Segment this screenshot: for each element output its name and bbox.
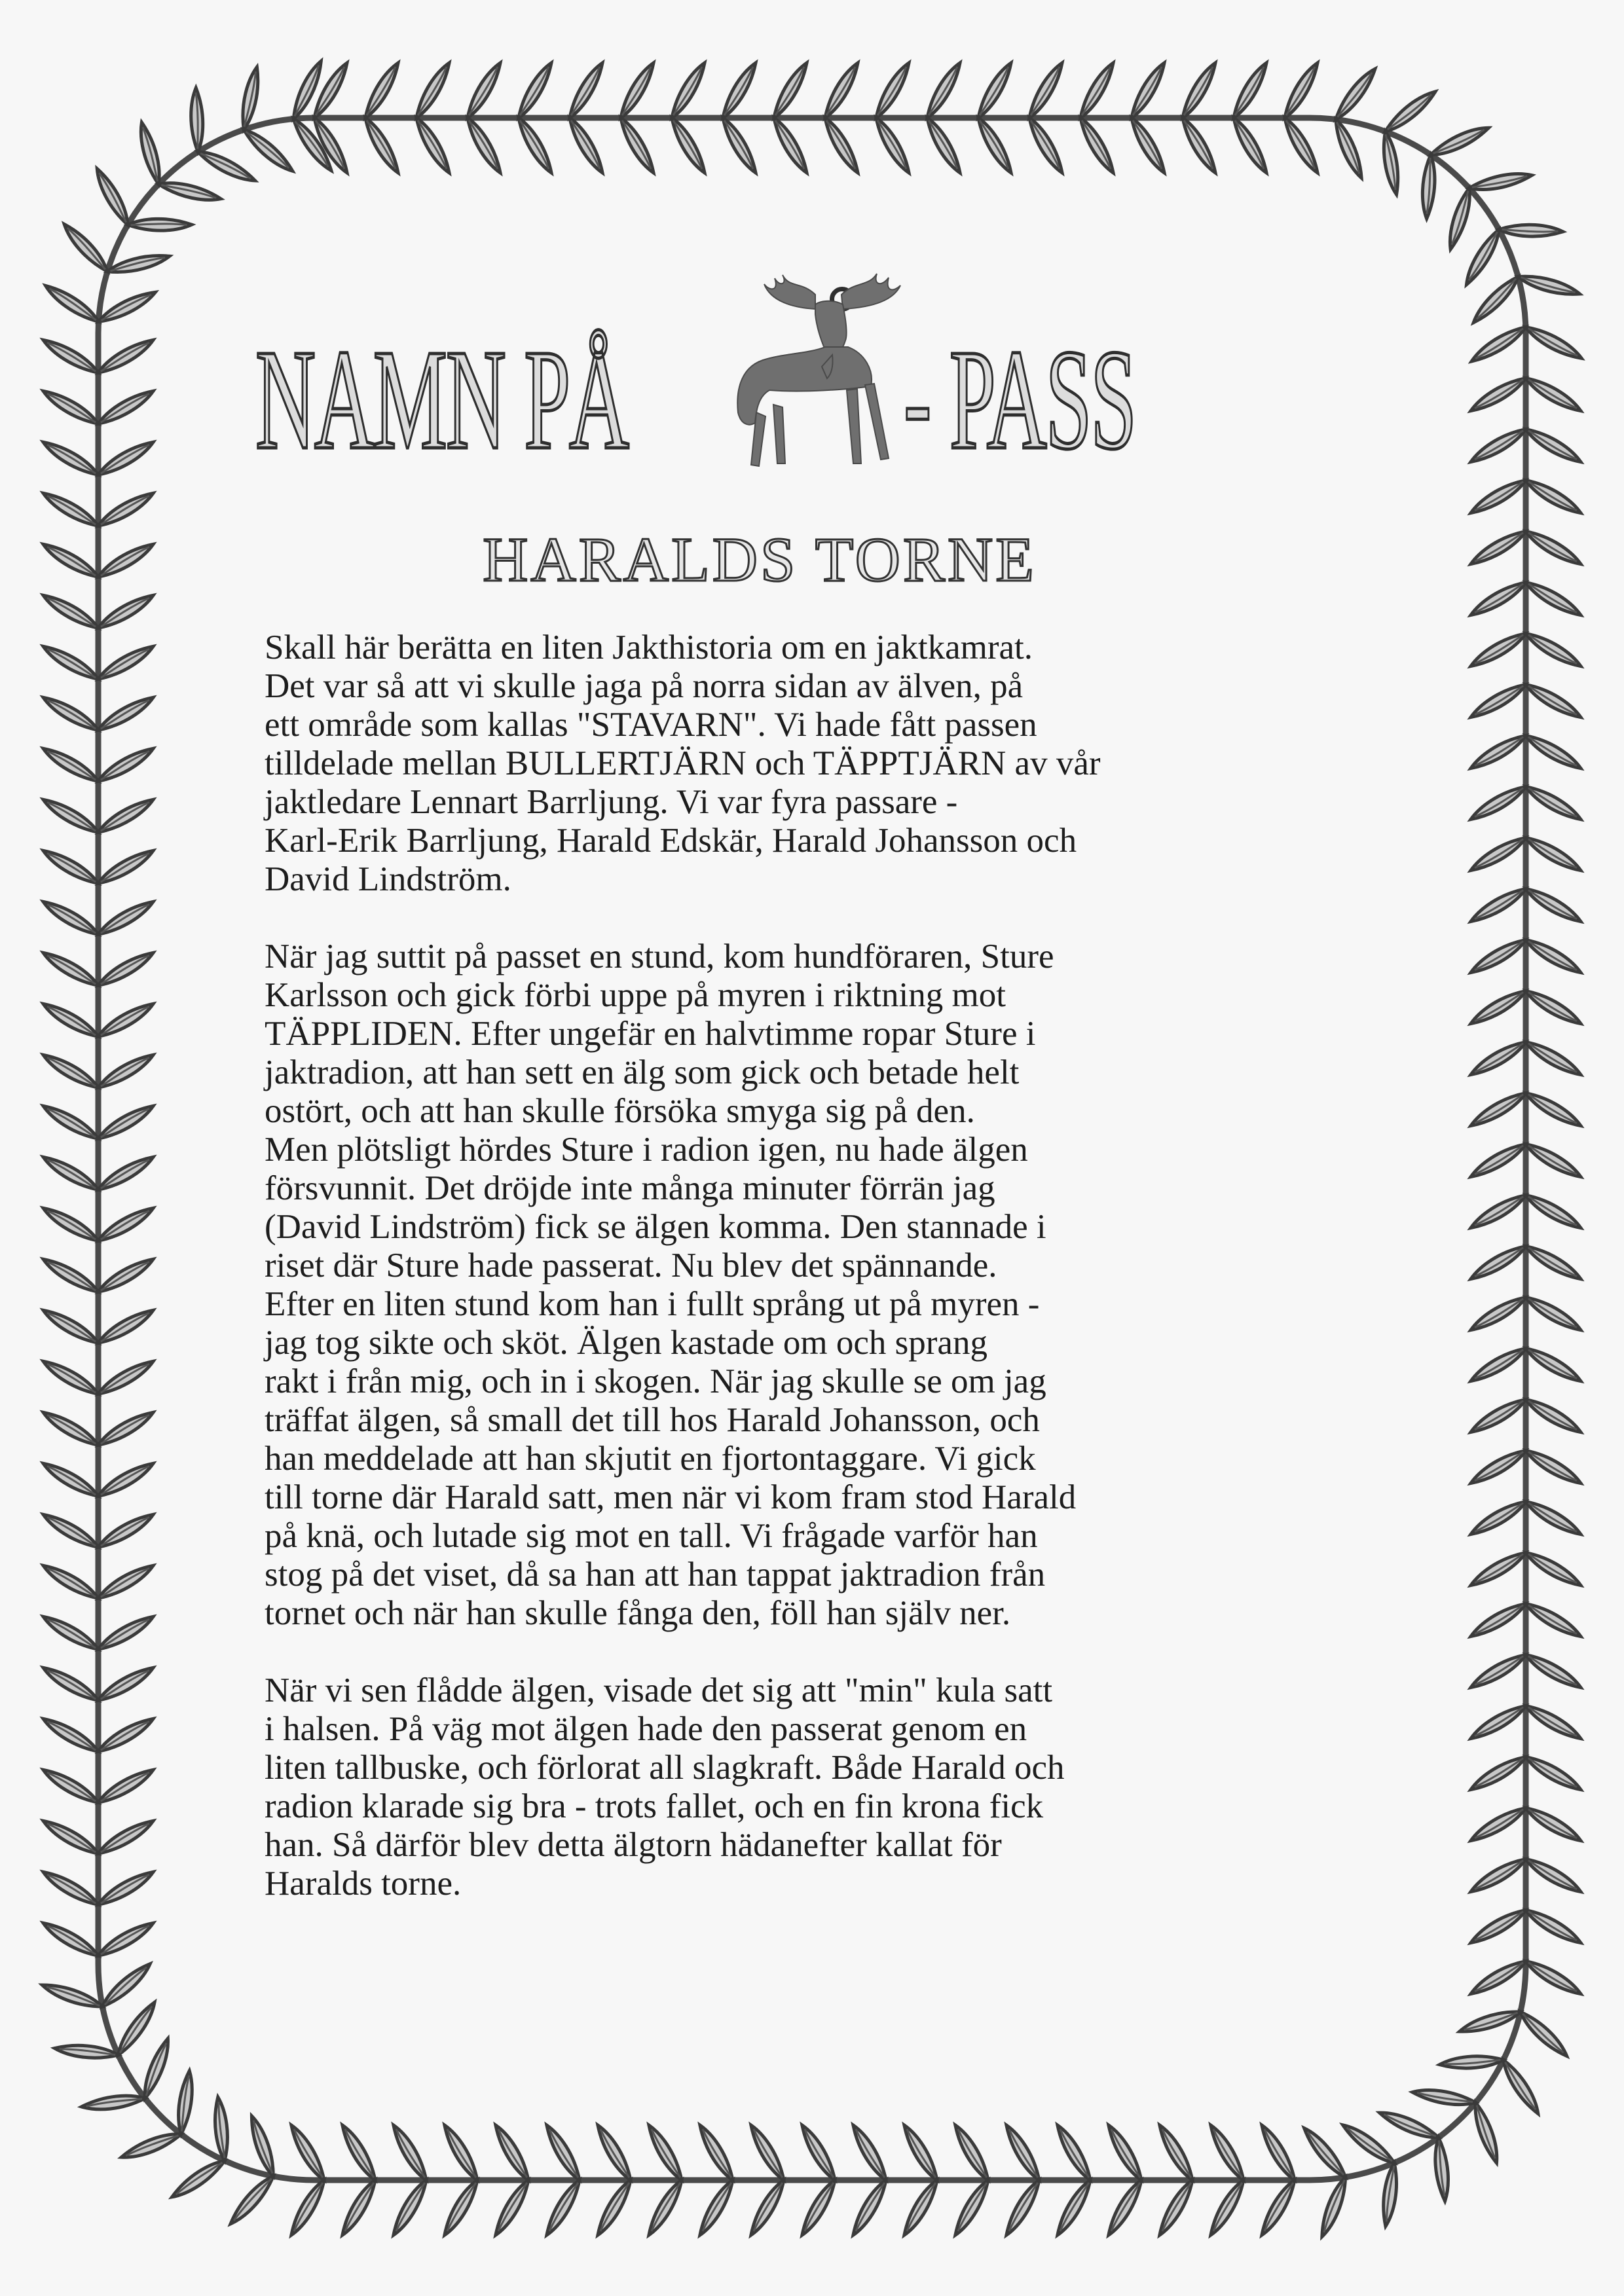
story-line: liten tallbuske, och förlorat all slagkraft. Både Harald och [265, 1749, 1065, 1787]
story-line: ostört, och att han skulle försöka smyga sig på den. [265, 1092, 975, 1130]
story-line: Men plötsligt hördes Sture i radion igen, nu hade älgen [265, 1131, 1028, 1169]
story-line: Efter en liten stund kom han i fullt språng ut på myren - [265, 1285, 1040, 1323]
story-line: riset där Sture hade passerat. Nu blev det spännande. [265, 1247, 997, 1285]
story-paragraph [265, 938, 1260, 1633]
story-line: TÄPPLIDEN. Efter ungefär en halvtimme ropar Sture i [265, 1015, 1036, 1053]
story-line: tornet och när han skulle fånga den, föll han själv ner. [265, 1594, 1011, 1632]
story-line: stog på det viset, då sa han att han tappat jaktradion från [265, 1556, 1046, 1594]
story-line: När jag suttit på passet en stund, kom hundföraren, Sture [265, 938, 1054, 975]
page-title [249, 255, 1244, 491]
story-line: Skall här berätta en liten Jakthistoria om en jaktkamrat. [265, 629, 1033, 666]
story-paragraph [265, 1671, 1260, 1903]
story-line: (David Lindström) fick se älgen komma. Den stannade i [265, 1208, 1046, 1246]
story-line: jag tog sikte och sköt. Älgen kastade om och sprang [265, 1324, 987, 1362]
title-right-text: - PASS [904, 319, 1135, 479]
story-line: rakt i från mig, och in i skogen. När jag skulle se om jag [265, 1362, 1046, 1400]
story-line: radion klarade sig bra - trots fallet, och en fin krona fick [265, 1787, 1044, 1825]
story-line: tilldelade mellan BULLERTJÄRN och TÄPPTJÄRN av vår [265, 744, 1101, 782]
story-line: i halsen. På väg mot älgen hade den passerat genom en [265, 1710, 1027, 1748]
story-paragraph [265, 629, 1260, 899]
story-line: Det var så att vi skulle jaga på norra sidan av älven, på [265, 667, 1024, 705]
story-line: Karlsson och gick förbi uppe på myren i riktning mot [265, 976, 1006, 1014]
story-line: David Lindström. [265, 860, 511, 898]
title-left-text: NAMN PÅ [255, 319, 628, 479]
story-line: Karl-Erik Barrljung, Harald Edskär, Harald Johansson och [265, 822, 1077, 860]
story-line: han meddelade att han skjutit en fjortontaggare. Vi gick [265, 1440, 1036, 1478]
story-line: träffat älgen, så small det till hos Harald Johansson, och [265, 1401, 1040, 1439]
story-line: till torne där Harald satt, men när vi kom fram stod Harald [265, 1478, 1077, 1516]
story-line: jaktledare Lennart Barrljung. Vi var fyra passare - [265, 783, 958, 821]
story-line: När vi sen flådde älgen, visade det sig att "min" kula satt [265, 1671, 1053, 1709]
story-line: försvunnit. Det dröjde inte många minuter förrän jag [265, 1169, 995, 1207]
story-line: han. Så därför blev detta älgtorn hädanefter kallat för [265, 1826, 1002, 1864]
story-line: på knä, och lutade sig mot en tall. Vi frågade varför han [265, 1517, 1038, 1555]
story-body [265, 629, 1260, 1942]
subtitle: HARALDS TORNE [483, 524, 1037, 594]
story-line: jaktradion, att han sett en älg som gick och betade helt [265, 1053, 1020, 1091]
story-line: Haralds torne. [265, 1865, 462, 1903]
story-line: ett område som kallas "STAVARN". Vi hade fått passen [265, 706, 1037, 744]
